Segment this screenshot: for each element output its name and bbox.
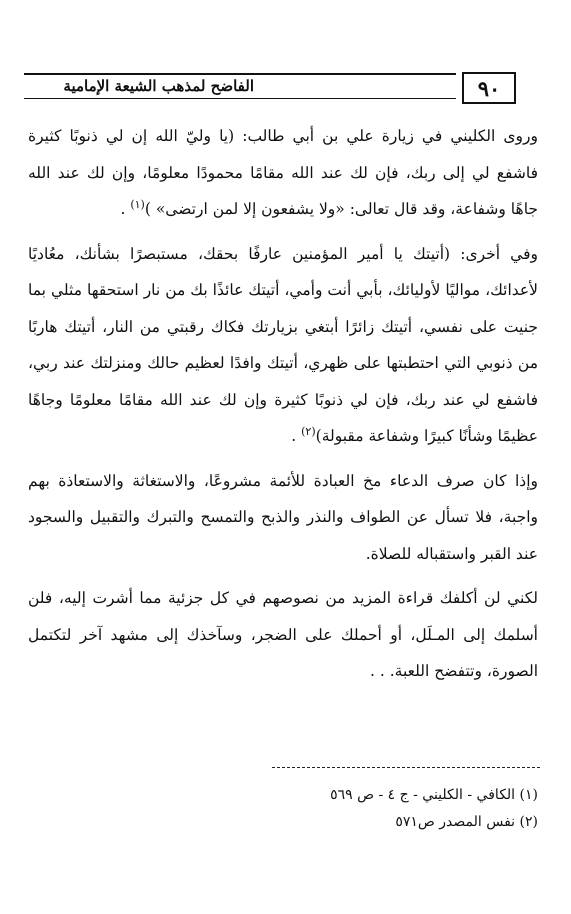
paragraph-1-end: . (120, 200, 131, 218)
footnotes (28, 782, 538, 836)
footnote-separator (272, 767, 540, 768)
footnote-1: (١) الكافي - الكليني - ج ٤ - ص ٥٦٩ (330, 787, 538, 803)
paragraph-3: وإذا كان صرف الدعاء مخ العبادة للأئمة مشروعًا، والاستغاثة والاستعاذة بهم واجبة، فلا تسأل عن الطواف والنذر والذبح والتمسح والتبرك والتقبيل والسجود عند القبر واستقباله للصلاة. (28, 471, 538, 563)
paragraph-4: لكني لن أكلفك قراءة المزيد من نصوصهم في كل جزئية مما أشرت إليه، فلن أسلمك إلى المـلَل، أو أحملك على الضجر، وسآخذك إلى مشهد آخر لتكتمل الصورة، وتتفضح اللعبة. . . (28, 589, 538, 680)
paragraph-2 (28, 236, 538, 455)
paragraph-1 (28, 118, 538, 228)
paragraph-2-text: وفي أخرى: (أتيتك يا أمير المؤمنين عارفًا بحقك، مستبصرًا بشأنك، معُاديًا لأعدائك، مواليًا لأوليائك، بأبي أنت وأمي، أتيتك عائذًا بك من نار استحقها مثلي بما جنيت على نفسي، أتيتك زائرًا أبتغي بزيارتك فكاك رقبتي من النار، أتيتك هاربًا من ذنوبي التي احتطبتها على ظهري، أتيتك وافدًا لعظيم حالك ومنزلتك عند ربي، فاشفع لي عند ربك، فإن لي ذنوبًا كثيرة وإن لك عند الله مقامًا معلومًا وجاهًا عظيمًا وشأنًا كبيرًا وشفاعة مقبولة) (28, 244, 538, 445)
body-text (28, 118, 538, 690)
footnote-ref-1: (١) (130, 197, 145, 211)
footnote-2: (٢) نفس المصدر ص٥٧١ (395, 814, 538, 830)
page-number: ٩٠ (462, 72, 516, 104)
paragraph-2-end: . (291, 427, 302, 445)
paragraph-1-text: وروى الكليني في زيارة علي بن أبي طالب: (يا وليّ الله إن لي ذنوبًا كثيرة فاشفع لي إلى ربك، فإن لك عند الله مقامًا محمودًا معلومًا، وإن لك عند الله جاهًا وشفاعة، وقد قال تعالى: «ولا يشفعون إلا لمن ارتضى» ) (28, 127, 538, 218)
running-title: الفاضح لمذهب الشيعة الإمامية (63, 77, 254, 95)
header-rule-bottom (24, 98, 456, 99)
footnote-ref-2: (٢) (301, 424, 316, 438)
